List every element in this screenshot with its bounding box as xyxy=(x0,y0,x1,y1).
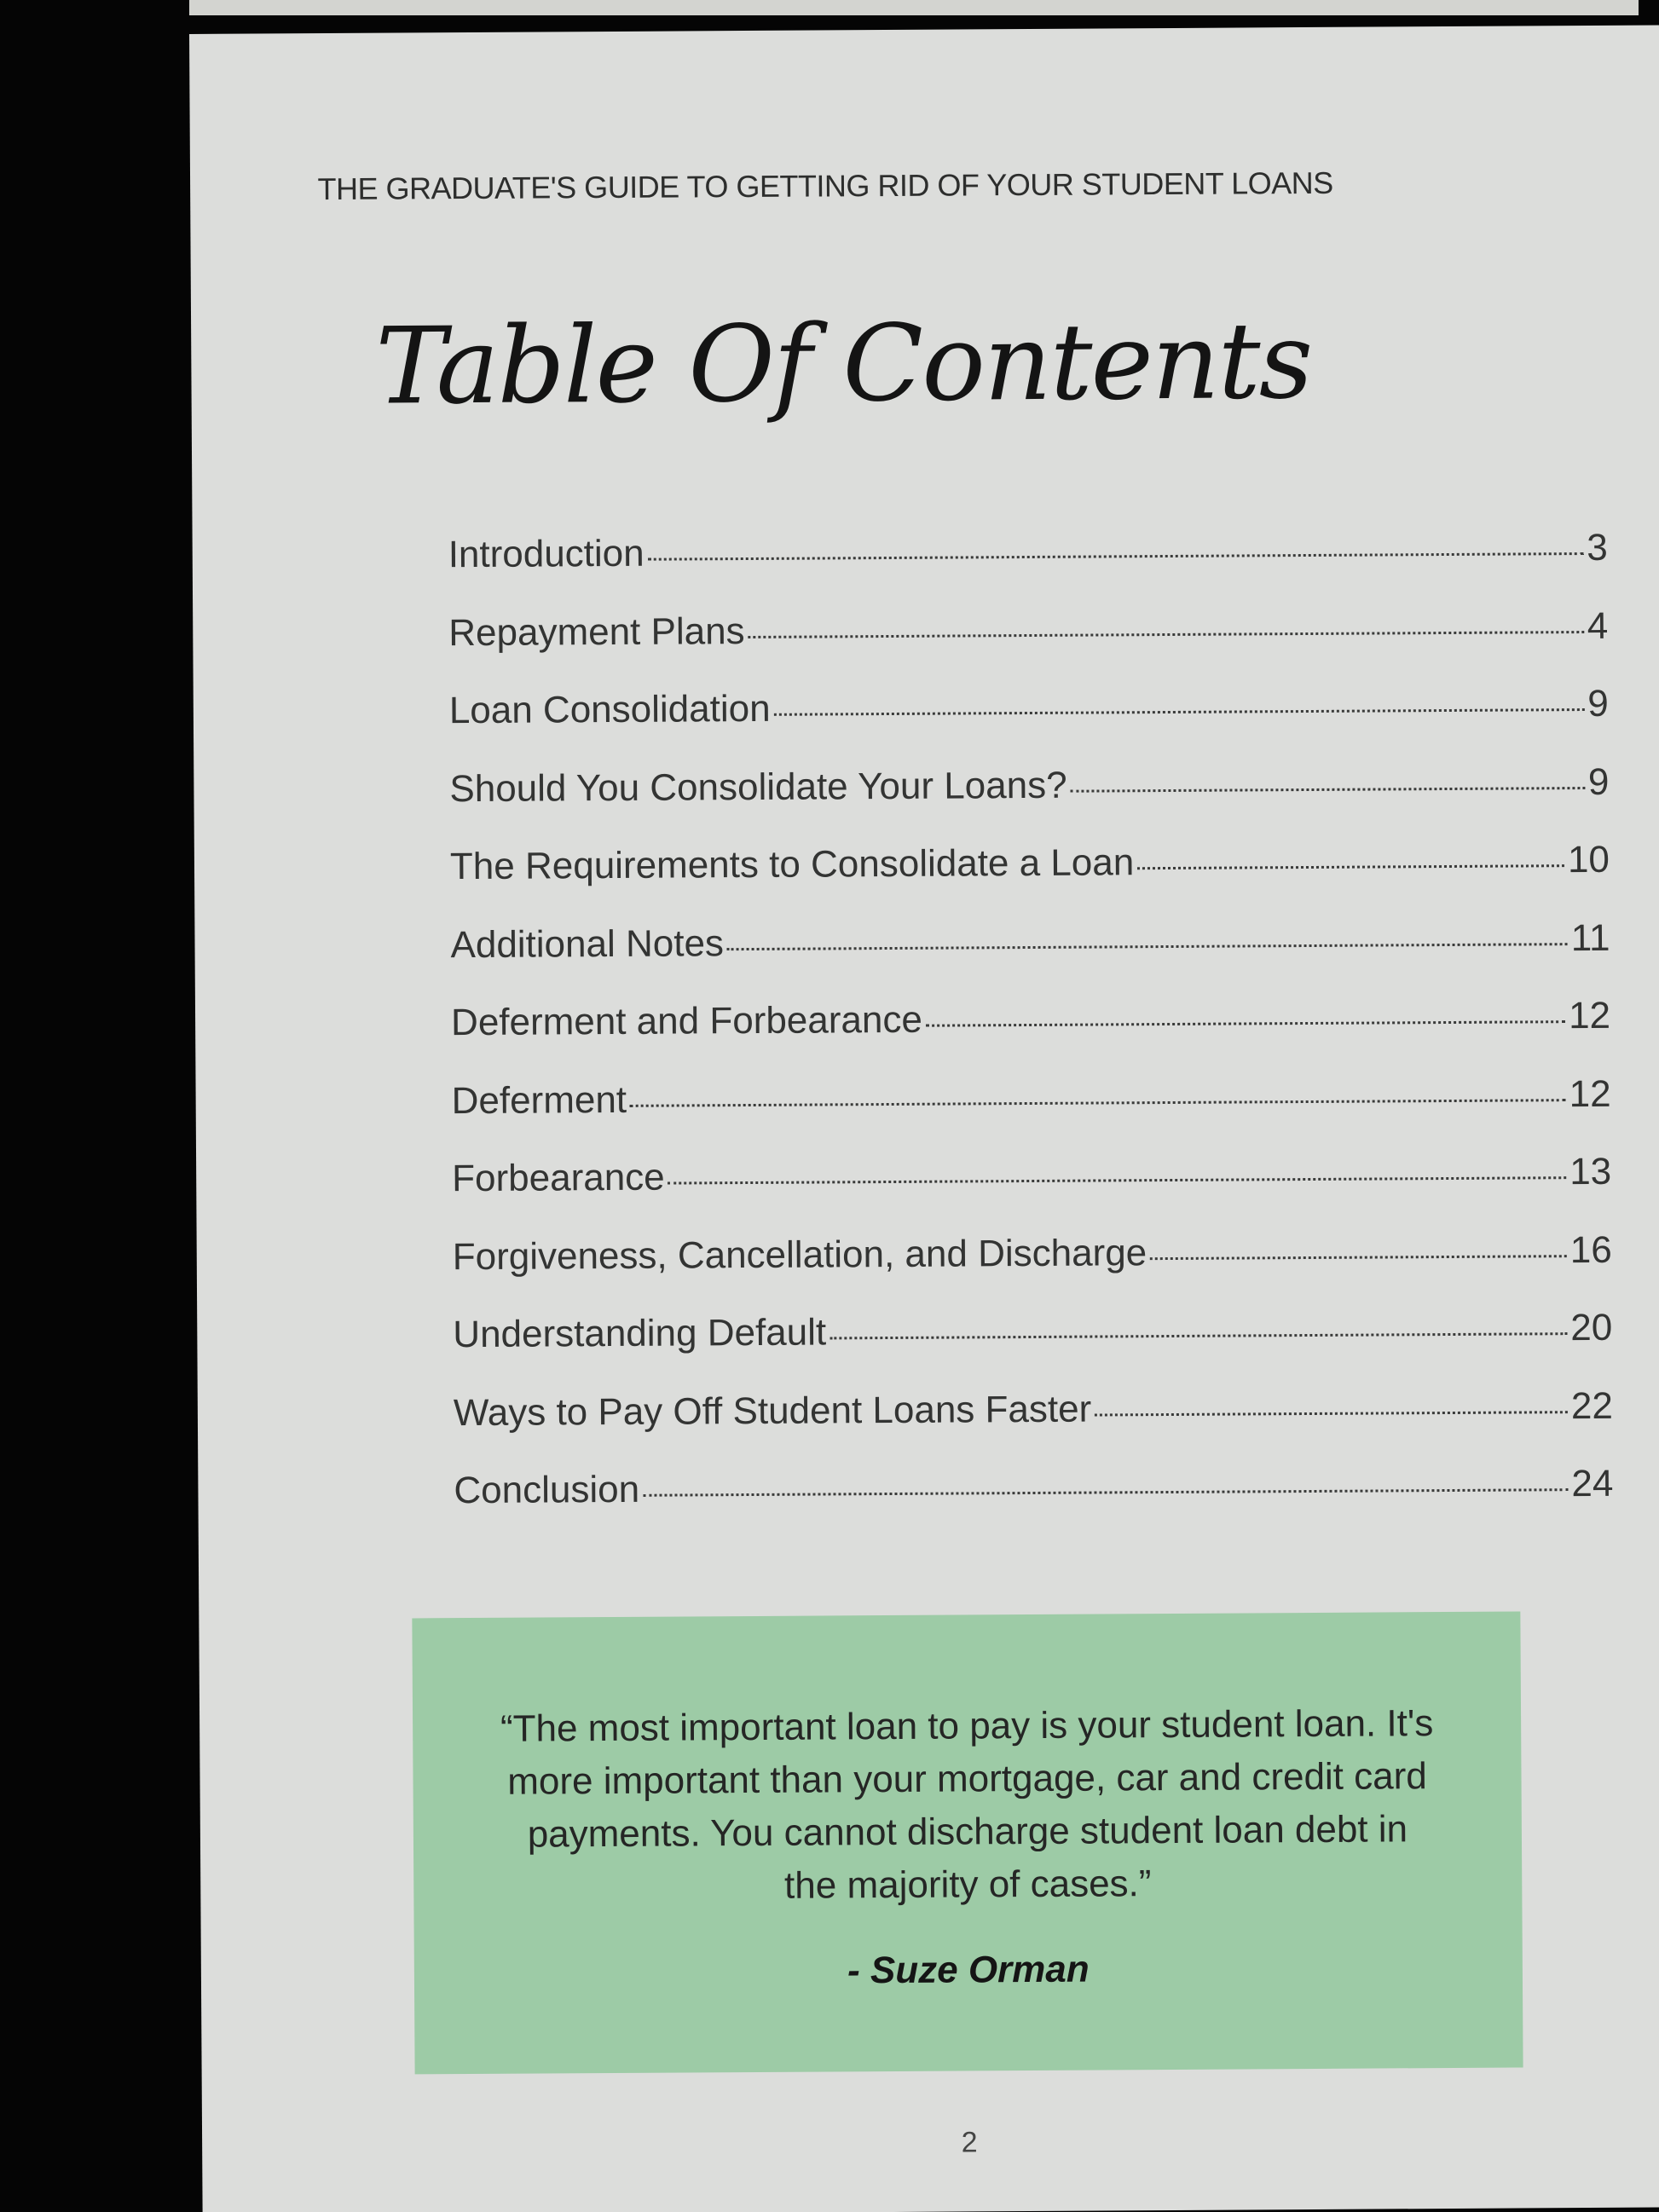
toc-entry-label: Forgiveness, Cancellation, and Discharge xyxy=(452,1231,1147,1278)
toc-entry[interactable] xyxy=(453,1228,1613,1314)
toc-entry-page: 24 xyxy=(1571,1462,1614,1505)
toc-entry[interactable] xyxy=(452,1151,1612,1236)
toc-entry[interactable] xyxy=(449,760,1610,846)
toc-leader-dots xyxy=(630,1099,1566,1107)
toc-entry[interactable] xyxy=(451,995,1611,1080)
toc-entry-page: 9 xyxy=(1587,760,1610,803)
toc-entry[interactable] xyxy=(453,1307,1613,1392)
toc-entry-page: 12 xyxy=(1569,1072,1611,1115)
toc-entry-label: Ways to Pay Off Student Loans Faster xyxy=(453,1388,1092,1434)
toc-leader-dots xyxy=(1095,1411,1568,1416)
toc-leader-dots xyxy=(1071,787,1585,793)
toc-entry-page: 22 xyxy=(1570,1384,1614,1427)
document-page xyxy=(189,25,1659,2212)
toc-entry-page: 3 xyxy=(1587,526,1608,569)
quote-author: - Suze Orman xyxy=(847,1948,1090,1992)
toc-entry-label: Forbearance xyxy=(452,1156,665,1200)
toc-leader-dots xyxy=(1137,864,1564,869)
toc-entry-label: Should You Consolidate Your Loans? xyxy=(449,764,1067,810)
toc-entry[interactable] xyxy=(449,683,1610,768)
toc-leader-dots xyxy=(727,943,1568,950)
toc-leader-dots xyxy=(749,631,1584,638)
page-title: Table Of Contents xyxy=(375,299,1312,429)
toc-leader-dots xyxy=(774,708,1585,716)
toc-entry-label: Introduction xyxy=(448,532,645,576)
toc-leader-dots xyxy=(648,552,1584,561)
toc-entry-page: 13 xyxy=(1569,1150,1612,1193)
toc-leader-dots xyxy=(830,1332,1567,1339)
toc-entry-page: 9 xyxy=(1587,682,1609,725)
previous-page-edge xyxy=(189,0,1639,15)
toc-entry-page: 16 xyxy=(1569,1228,1612,1271)
quote-box xyxy=(412,1611,1523,2074)
toc-entry-page: 10 xyxy=(1567,838,1610,881)
toc-entry-page: 4 xyxy=(1587,604,1609,647)
toc-entry-label: Loan Consolidation xyxy=(448,687,771,732)
toc-entry-label: Conclusion xyxy=(454,1468,640,1512)
toc-leader-dots xyxy=(926,1020,1565,1027)
toc-entry[interactable] xyxy=(454,1463,1614,1548)
toc-entry-label: The Requirements to Consolidate a Loan xyxy=(449,841,1135,888)
toc-entry-label: Additional Notes xyxy=(450,921,725,966)
toc-entry[interactable] xyxy=(450,839,1610,924)
toc-entry[interactable] xyxy=(454,1384,1614,1470)
toc-entry-label: Deferment and Forbearance xyxy=(450,998,922,1044)
toc-entry-page: 20 xyxy=(1570,1306,1613,1349)
toc-leader-dots xyxy=(643,1488,1568,1497)
toc-entry[interactable] xyxy=(450,916,1610,1002)
table-of-contents xyxy=(448,527,1614,1548)
toc-leader-dots xyxy=(1150,1255,1567,1260)
toc-entry-label: Deferment xyxy=(451,1078,627,1122)
toc-leader-dots xyxy=(668,1176,1567,1184)
toc-entry-label: Repayment Plans xyxy=(448,609,745,654)
toc-entry-page: 12 xyxy=(1568,994,1611,1037)
toc-entry[interactable] xyxy=(448,604,1609,690)
toc-entry[interactable] xyxy=(451,1072,1611,1158)
toc-entry-label: Understanding Default xyxy=(453,1311,827,1356)
toc-entry[interactable] xyxy=(448,527,1609,612)
page-number: 2 xyxy=(961,2126,978,2159)
running-header: THE GRADUATE'S GUIDE TO GETTING RID OF YOUR STUDENT LOANS xyxy=(317,165,1333,207)
quote-text: “The most important loan to pay is your student loan. It's more important than your mortgage, car and credit card payments. You cannot discharge student loan debt in the majority of cases.” xyxy=(500,1702,1434,1907)
toc-entry-page: 11 xyxy=(1570,916,1610,959)
